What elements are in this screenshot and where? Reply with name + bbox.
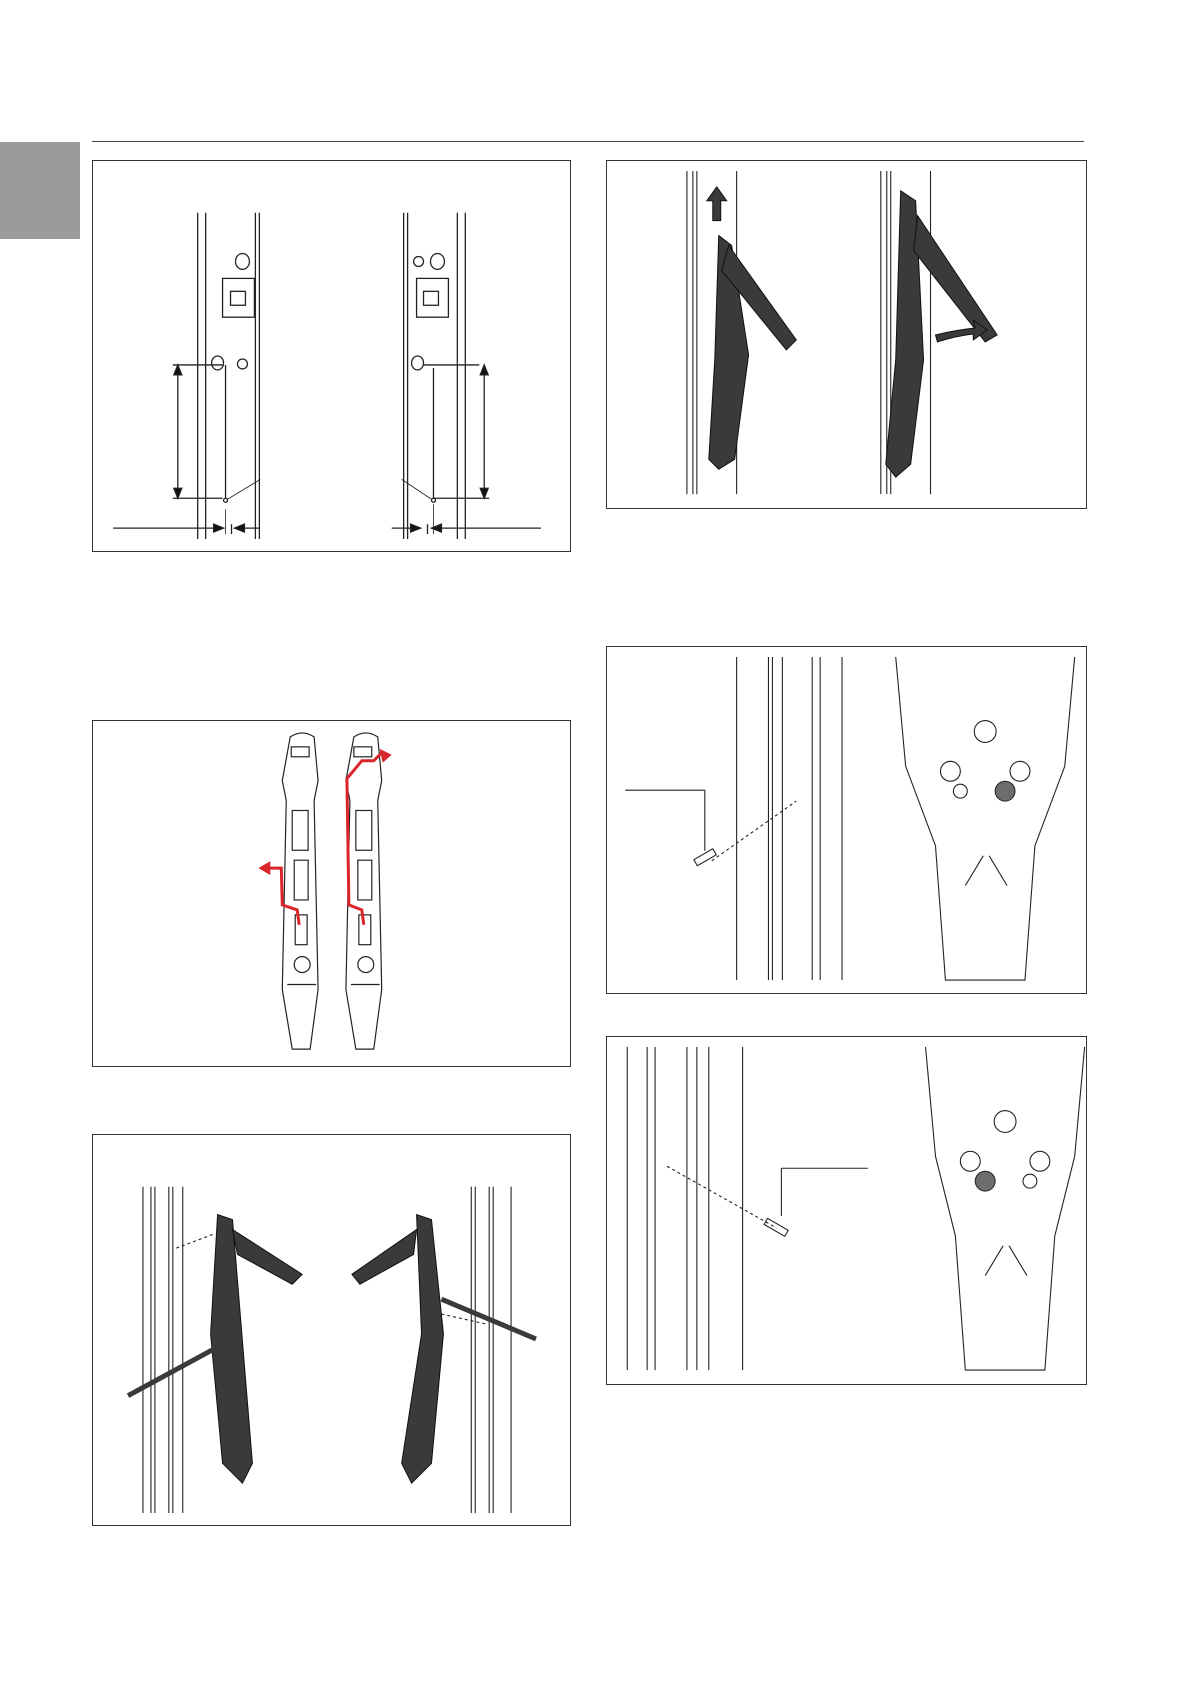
figure-cable-routing bbox=[92, 720, 571, 1067]
handle-lift-arrow-icon bbox=[607, 161, 1086, 508]
handle-on-frame-icon bbox=[93, 1135, 570, 1525]
header-rule bbox=[92, 141, 1084, 142]
screw-insertion-icon bbox=[607, 647, 1086, 993]
figure-handle-lift bbox=[606, 160, 1087, 509]
frame-drilling-dimension-icon bbox=[93, 161, 570, 551]
figure-screw-left bbox=[606, 646, 1087, 994]
cable-routing-arrows-icon bbox=[93, 721, 570, 1066]
figure-handle-fitting bbox=[92, 1134, 571, 1526]
figure-screw-right bbox=[606, 1036, 1087, 1385]
screw-insertion-icon bbox=[607, 1037, 1086, 1384]
section-tab bbox=[0, 142, 80, 239]
figure-drill-template bbox=[92, 160, 571, 552]
